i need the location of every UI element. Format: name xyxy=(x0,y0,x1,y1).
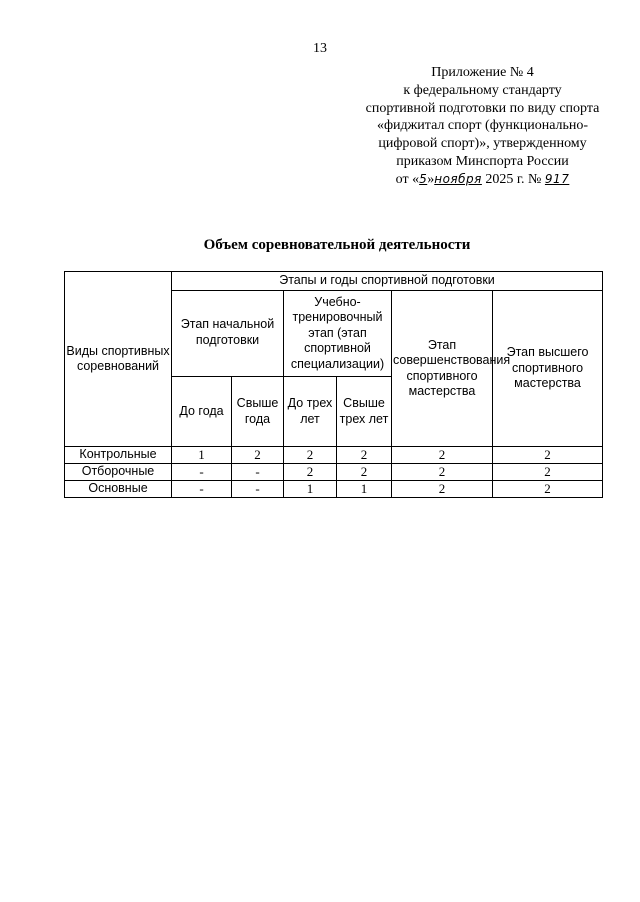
appendix-line: Приложение № 4 xyxy=(431,65,534,80)
header-over-three-years: Свыше трех лет xyxy=(337,377,392,447)
table-cell: 1 xyxy=(172,447,232,464)
row-label: Отборочные xyxy=(65,464,172,481)
header-up-to-three-years: До трех лет xyxy=(284,377,337,447)
appendix-line: спортивной подготовки по виду спорта xyxy=(365,100,600,116)
header-competition-types: Виды спортивных соревнований xyxy=(65,272,172,447)
table-cell: - xyxy=(232,464,284,481)
table-cell: 1 xyxy=(337,481,392,498)
table-cell: 2 xyxy=(337,464,392,481)
date-close: » xyxy=(427,171,435,187)
header-stage-improvement: Этап совершенствования спортивного мастерства xyxy=(392,291,493,447)
table-cell: 2 xyxy=(284,464,337,481)
table-cell: 2 xyxy=(337,447,392,464)
appendix-line: к федеральному стандарту xyxy=(403,82,562,98)
competition-volume-table xyxy=(64,271,603,498)
table-cell: 2 xyxy=(392,464,493,481)
table-row xyxy=(65,481,603,498)
header-over-year: Свыше года xyxy=(232,377,284,447)
table-cell: 1 xyxy=(284,481,337,498)
header-stage-initial: Этап начальной подготовки xyxy=(172,291,284,377)
header-stage-higher: Этап высшего спортивного мастерства xyxy=(493,291,603,447)
handwritten-order-number: 917 xyxy=(544,171,570,186)
row-label: Контрольные xyxy=(65,447,172,464)
table-cell: - xyxy=(172,481,232,498)
table-cell: 2 xyxy=(284,447,337,464)
document-title: Объем соревновательной деятельности xyxy=(203,237,471,253)
table-row xyxy=(65,447,603,464)
table-cell: 2 xyxy=(493,481,603,498)
handwritten-month: ноября xyxy=(434,171,482,186)
table-cell: 2 xyxy=(493,464,603,481)
table-cell: 2 xyxy=(232,447,284,464)
table-cell: 2 xyxy=(493,447,603,464)
table-cell: 2 xyxy=(392,481,493,498)
appendix-line: приказом Минспорта России xyxy=(396,153,569,169)
row-label: Основные xyxy=(65,481,172,498)
appendix-line: «фиджитал спорт (функционально- xyxy=(376,118,589,134)
appendix-line: цифровой спорт)», утвержденному xyxy=(378,136,587,152)
header-up-to-year: До года xyxy=(172,377,232,447)
header-stage-training: Учебно-тренировочный этап (этап спортивной специализации) xyxy=(284,291,392,377)
order-date-line xyxy=(350,171,615,189)
appendix-heading xyxy=(350,64,615,189)
table-cell: 2 xyxy=(392,447,493,464)
table-cell: - xyxy=(232,481,284,498)
table-cell: - xyxy=(172,464,232,481)
table-row xyxy=(65,464,603,481)
date-prefix: от « xyxy=(395,171,420,187)
handwritten-day: 5 xyxy=(419,171,428,186)
header-stages: Этапы и годы спортивной подготовки xyxy=(172,272,603,291)
page-number: 13 xyxy=(313,41,327,56)
year-text: 2025 г. № xyxy=(485,171,542,187)
